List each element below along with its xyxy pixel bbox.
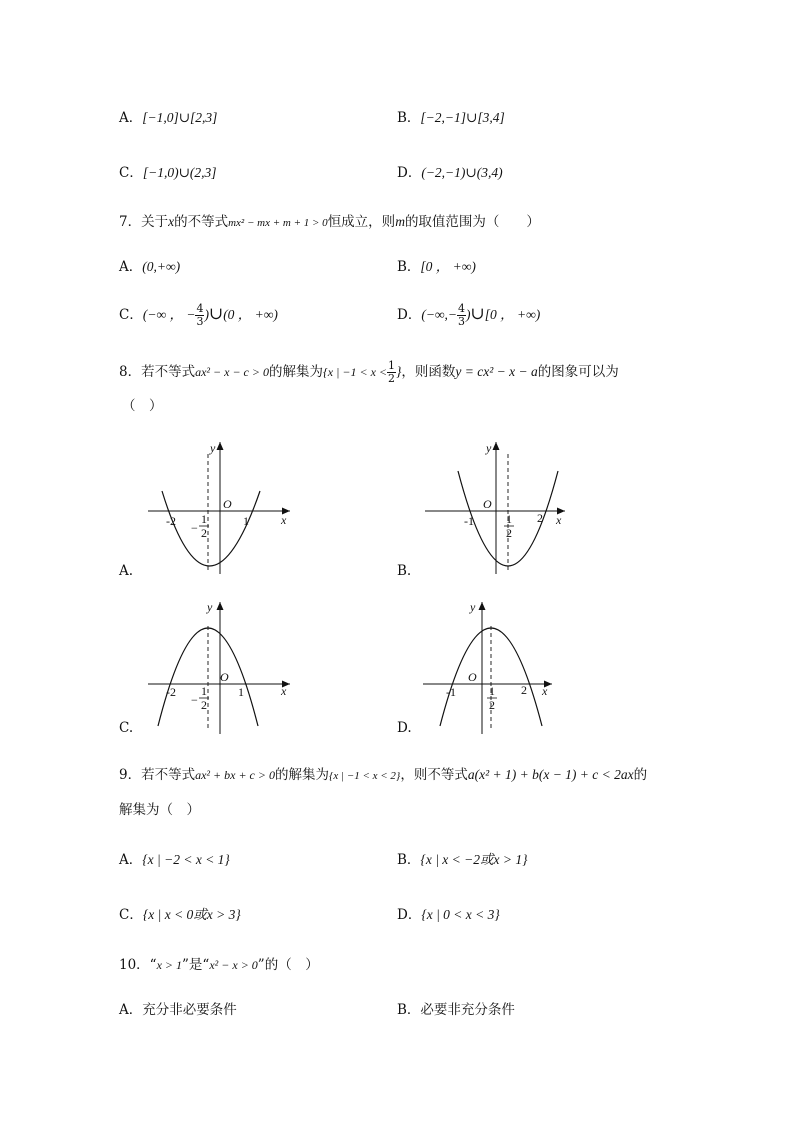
q9-stem [119, 768, 647, 783]
q9-option-d[interactable] [397, 908, 500, 923]
q8-function: y = cx² − x − a [455, 364, 538, 380]
option-math: [−1,0]∪[2,3] [142, 110, 218, 125]
q7-mid2: 恒成立，则 [327, 214, 396, 230]
fraction-denominator: 3 [196, 315, 204, 329]
tick-half-num: 1 [201, 684, 207, 698]
y-axis-arrow [493, 442, 500, 450]
option-math-post: ) [204, 307, 209, 323]
tick-half-num: 1 [506, 512, 512, 526]
option-label: B． [397, 110, 421, 126]
q9-stem-line2: 解集为（ ） [119, 802, 200, 818]
tick-label-neg1: -1 [464, 514, 474, 528]
graph-c[interactable] [140, 596, 300, 736]
option-math: [−2,−1]∪[3,4] [420, 110, 505, 125]
q7-stem [119, 215, 540, 230]
tick-half-den: 2 [201, 526, 207, 540]
tick-label-neg2: -2 [166, 514, 176, 528]
tick-label-2: 2 [521, 683, 527, 697]
q9-suffix: 的 [633, 767, 648, 783]
q9-option-a[interactable] [119, 853, 230, 868]
q9-prefix: 9．若不等式 [119, 767, 196, 783]
graph-d[interactable] [420, 596, 580, 736]
q9-option-b[interactable] [397, 853, 528, 868]
tick-half-num: 1 [201, 512, 207, 526]
option-label: D． [397, 307, 422, 324]
y-label: y [486, 441, 492, 455]
x-label: x [556, 513, 562, 527]
q7-inequality: mx² − mx + m + 1 > 0 [228, 217, 328, 229]
q10-prefix: 10．“ [119, 957, 157, 973]
q7-var-m: m [395, 214, 405, 229]
tick-label-neg2: -2 [166, 685, 176, 699]
q7-option-b[interactable] [397, 260, 476, 275]
origin-label: O [220, 670, 229, 684]
q7-option-d[interactable] [397, 303, 540, 328]
fraction-numerator: 4 [458, 302, 466, 315]
tick-half-den: 2 [201, 698, 207, 712]
origin-label: O [468, 670, 477, 684]
parabola-curve [162, 491, 260, 566]
q8-stem [119, 360, 619, 385]
fraction [387, 360, 396, 385]
q8-set-pre: {x | −1 < x < [322, 365, 388, 380]
option-label: A． [119, 110, 143, 126]
y-label: y [470, 600, 476, 614]
q9-inequality: ax² + bx + c > 0 [195, 768, 275, 782]
q8-mid: 的解集为 [268, 364, 323, 381]
option-math: (−2,−1)∪(3,4) [421, 165, 503, 180]
option-label: A． [119, 259, 143, 275]
x-label: x [281, 684, 287, 698]
q7-suffix: 的取值范围为（ ） [404, 214, 540, 230]
option-label: B． [397, 852, 421, 868]
tick-label-2: 2 [537, 511, 543, 525]
q9-mid2: ，则不等式 [400, 767, 468, 783]
option-label: C． [119, 307, 143, 324]
option-math: {x | −2 < x < 1} [142, 852, 230, 867]
option-math: {x | 0 < x < 3} [421, 907, 500, 922]
y-axis-arrow [217, 442, 224, 450]
fraction-numerator: 4 [196, 302, 204, 315]
q7-option-c[interactable] [119, 303, 278, 328]
option-math-tail: [0 ， +∞) [484, 307, 541, 323]
y-axis-arrow [217, 602, 224, 610]
q7-prefix: 7．关于 [119, 214, 169, 230]
graph-b[interactable] [420, 436, 580, 576]
option-text: 必要非充分条件 [420, 1002, 515, 1018]
q8-set-post: } [396, 364, 402, 380]
q7-option-a[interactable] [119, 260, 180, 275]
q10-mid: ”是“ [182, 957, 210, 973]
option-math: {x | x < 0或x > 3} [142, 907, 241, 922]
option-math-pre: (−∞ ， − [142, 307, 196, 323]
tick-label-1: 1 [238, 685, 244, 699]
fraction-denominator: 2 [388, 372, 396, 386]
q9-option-c[interactable] [119, 908, 241, 923]
tick-half-sign: − [191, 693, 198, 707]
union-symbol: ∪ [208, 304, 224, 325]
option-label: D． [397, 165, 422, 181]
x-label: x [281, 513, 287, 527]
q6-option-b[interactable] [397, 111, 505, 126]
q10-condition2: x² − x > 0 [209, 958, 258, 972]
q8-option-b-label[interactable]: B. [397, 563, 412, 579]
fraction-numerator: 1 [388, 359, 396, 372]
option-math-tail: (0 ， +∞) [223, 307, 278, 323]
option-label: C． [119, 165, 143, 181]
q10-stem [119, 959, 319, 973]
q10-option-a[interactable] [119, 1004, 237, 1018]
union-symbol: ∪ [470, 304, 485, 325]
q7-mid: 的不等式 [174, 214, 229, 230]
q8-mid2: ，则函数 [401, 364, 456, 381]
q6-option-c[interactable] [119, 166, 217, 181]
q10-option-b[interactable] [397, 1004, 515, 1018]
q8-answer-paren: （ ） [122, 398, 163, 414]
option-label: C． [119, 907, 143, 923]
y-label: y [210, 441, 216, 455]
option-math: [−1,0)∪(2,3] [142, 165, 217, 180]
q10-condition1: x > 1 [156, 958, 183, 972]
option-label: B． [397, 259, 421, 275]
origin-label: O [483, 497, 492, 511]
option-math: [0 ， +∞) [420, 259, 476, 274]
option-math-post: ) [466, 307, 471, 323]
q8-option-d-label[interactable]: D. [397, 720, 412, 736]
fraction-denominator: 3 [458, 315, 466, 329]
q6-option-d[interactable] [397, 166, 503, 181]
option-label: A． [119, 1002, 143, 1018]
origin-label: O [223, 497, 232, 511]
option-label: B． [397, 1002, 421, 1018]
q7-var-x: x [168, 214, 175, 229]
option-math: (0,+∞) [142, 259, 181, 274]
q8-option-a-label[interactable]: A. [119, 563, 134, 579]
graph-a[interactable] [140, 436, 300, 576]
q9-mid: 的解集为 [274, 767, 329, 783]
y-axis-arrow [479, 602, 486, 610]
q8-option-c-label[interactable]: C. [119, 720, 134, 736]
q9-set: {x | −1 < x < 2} [328, 770, 401, 782]
x-label: x [542, 684, 548, 698]
tick-half-den: 2 [506, 526, 512, 540]
tick-half-num: 1 [489, 684, 495, 698]
tick-half-sign: − [191, 521, 198, 535]
tick-half-den: 2 [489, 698, 495, 712]
q6-option-a[interactable] [119, 111, 217, 126]
fraction [457, 303, 466, 328]
option-label: D． [397, 907, 422, 923]
option-math: {x | x < −2或x > 1} [420, 852, 528, 867]
option-math-pre: (−∞,− [421, 307, 458, 323]
q10-suffix: ”的（ ） [257, 957, 319, 973]
tick-label-1: 1 [243, 514, 249, 528]
q9-inequality2: a(x² + 1) + b(x − 1) + c < 2ax [467, 767, 634, 782]
q8-prefix: 8．若不等式 [119, 364, 196, 381]
q8-suffix: 的图象可以为 [537, 364, 619, 381]
option-text: 充分非必要条件 [142, 1002, 237, 1018]
tick-label-neg1: -1 [446, 685, 456, 699]
option-label: A． [119, 852, 143, 868]
q8-inequality: ax² − x − c > 0 [195, 365, 269, 380]
y-label: y [207, 600, 213, 614]
